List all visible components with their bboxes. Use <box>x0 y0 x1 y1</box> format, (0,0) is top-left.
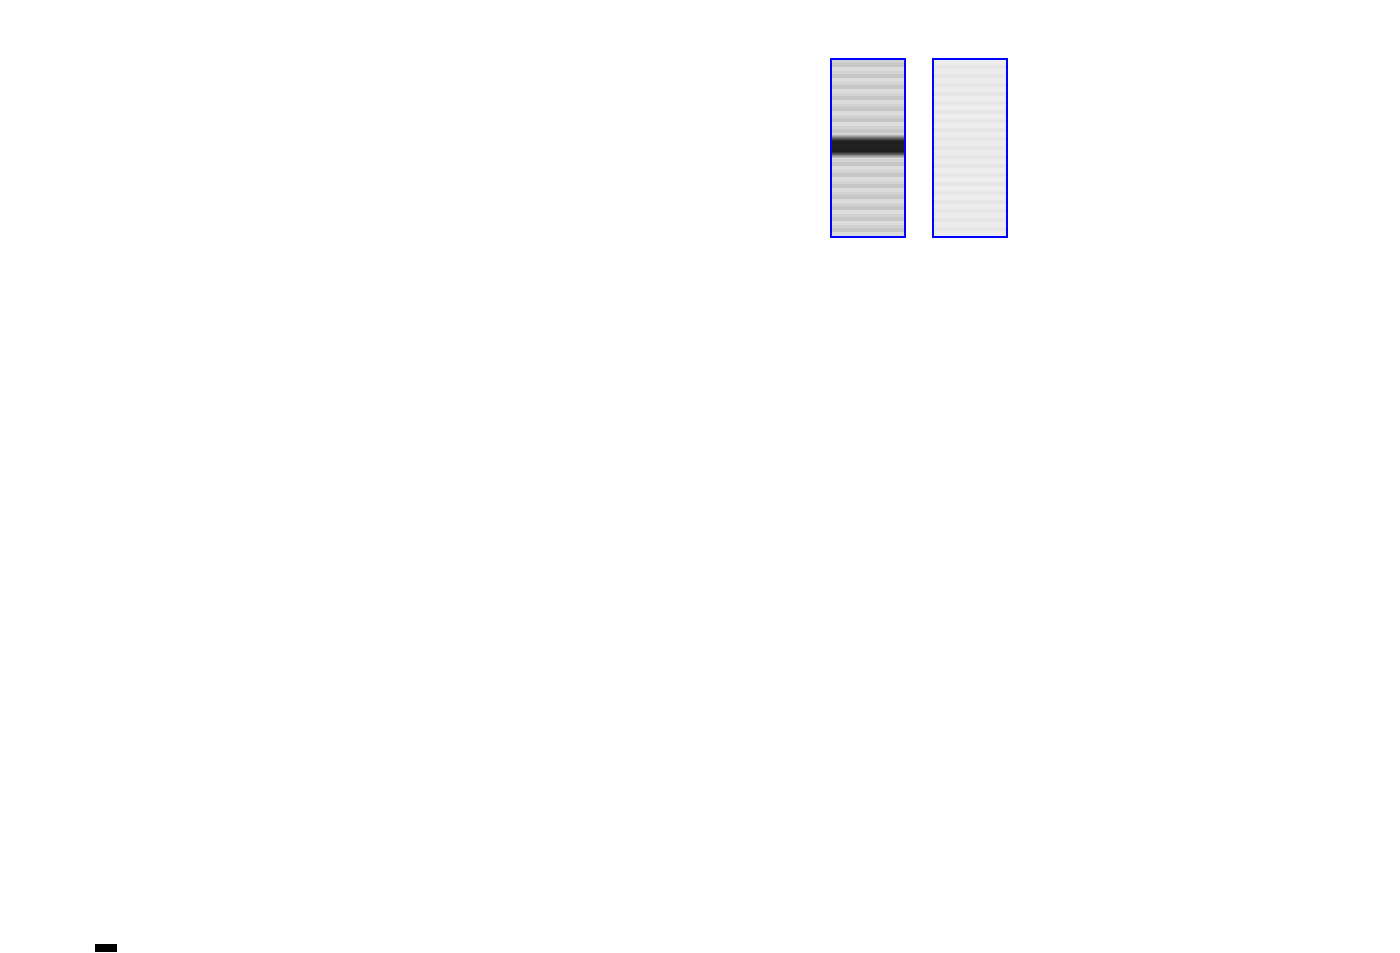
with-sky-image <box>830 58 906 238</box>
full-spectrum-plot <box>70 262 1330 467</box>
match-red-plae <box>505 771 905 786</box>
line-fit-plot <box>1000 48 1320 233</box>
clean-image <box>932 58 1008 238</box>
hsc-header-line <box>68 484 113 529</box>
catalog-match-table <box>68 771 905 786</box>
bottom-artifact-bar <box>95 944 117 952</box>
match-blue-plae <box>285 771 505 786</box>
match-row-label <box>68 776 285 791</box>
